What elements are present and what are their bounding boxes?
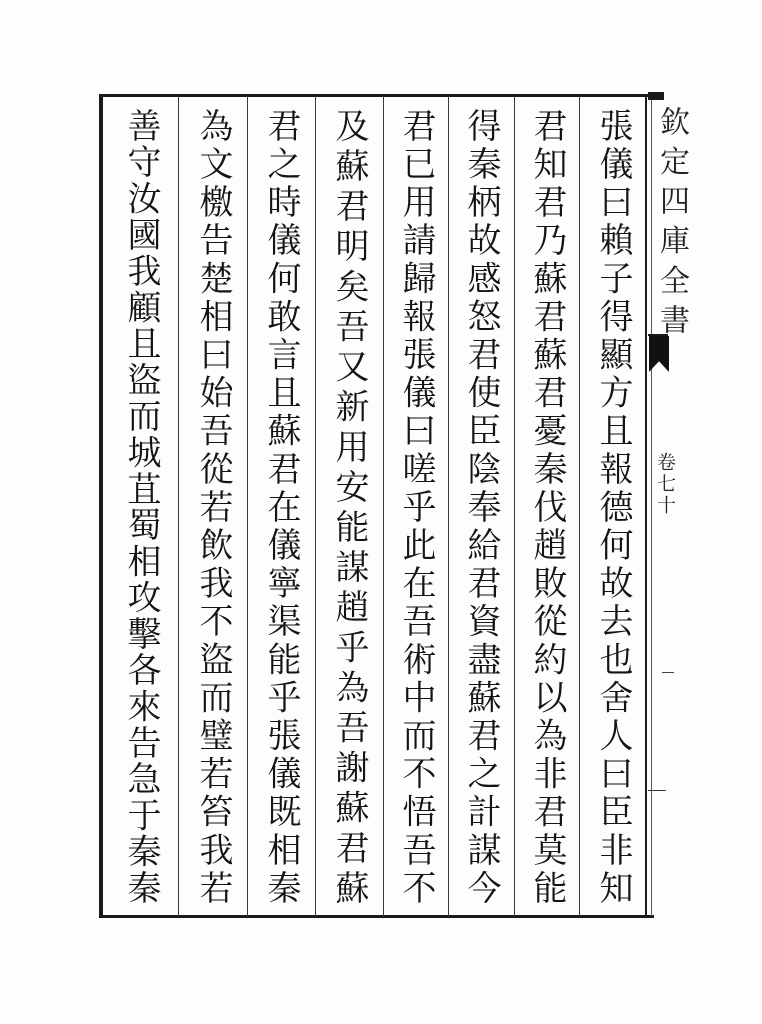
fold-juan-label: 卷七十 (654, 452, 676, 514)
text-column-7: 為文檄告楚相曰始吾從若飲我不盜而璧若笞我若 (193, 108, 233, 904)
fold-tick-mark (662, 672, 674, 673)
top-border (99, 94, 652, 97)
fold-header-text: 欽定四庫全書 (654, 106, 689, 334)
fishtail-mark (649, 336, 669, 372)
column-separator (178, 96, 179, 916)
column-separator (579, 96, 580, 916)
fold-divider-upper (648, 334, 668, 336)
fold-top-mark (648, 92, 664, 100)
fold-header-clip (651, 106, 689, 334)
column-separator (315, 96, 316, 916)
column-separator (247, 96, 248, 916)
text-column-4: 君已用請歸報張儀曰嗟乎此在吾術中而不悟吾不 (396, 108, 436, 904)
text-column-3: 得秦柄故感怒君使臣陰奉給君資盡蘇君之計謀今 (461, 108, 501, 904)
text-column-5: 及蘇君明矣吾又新用安能謀趙乎為吾謝蘇君蘇 (329, 108, 369, 904)
left-border (99, 94, 103, 918)
text-column-2: 君知君乃蘇君蘇君憂秦伐趙敗從約以為非君莫能 (527, 108, 567, 904)
text-column-8: 善守汝國我顧且盜而城苴蜀相攻擊各來告急于秦秦 (121, 108, 161, 904)
bottom-border (99, 915, 654, 918)
fold-divider-lower (648, 790, 666, 791)
text-column-1: 張儀曰賴子得顯方且報德何故去也舍人曰臣非知 (593, 108, 633, 904)
right-border (645, 94, 647, 918)
text-column-6: 君之時儀何敢言且蘇君在儀寧渠能乎張儀既相秦 (261, 108, 301, 904)
